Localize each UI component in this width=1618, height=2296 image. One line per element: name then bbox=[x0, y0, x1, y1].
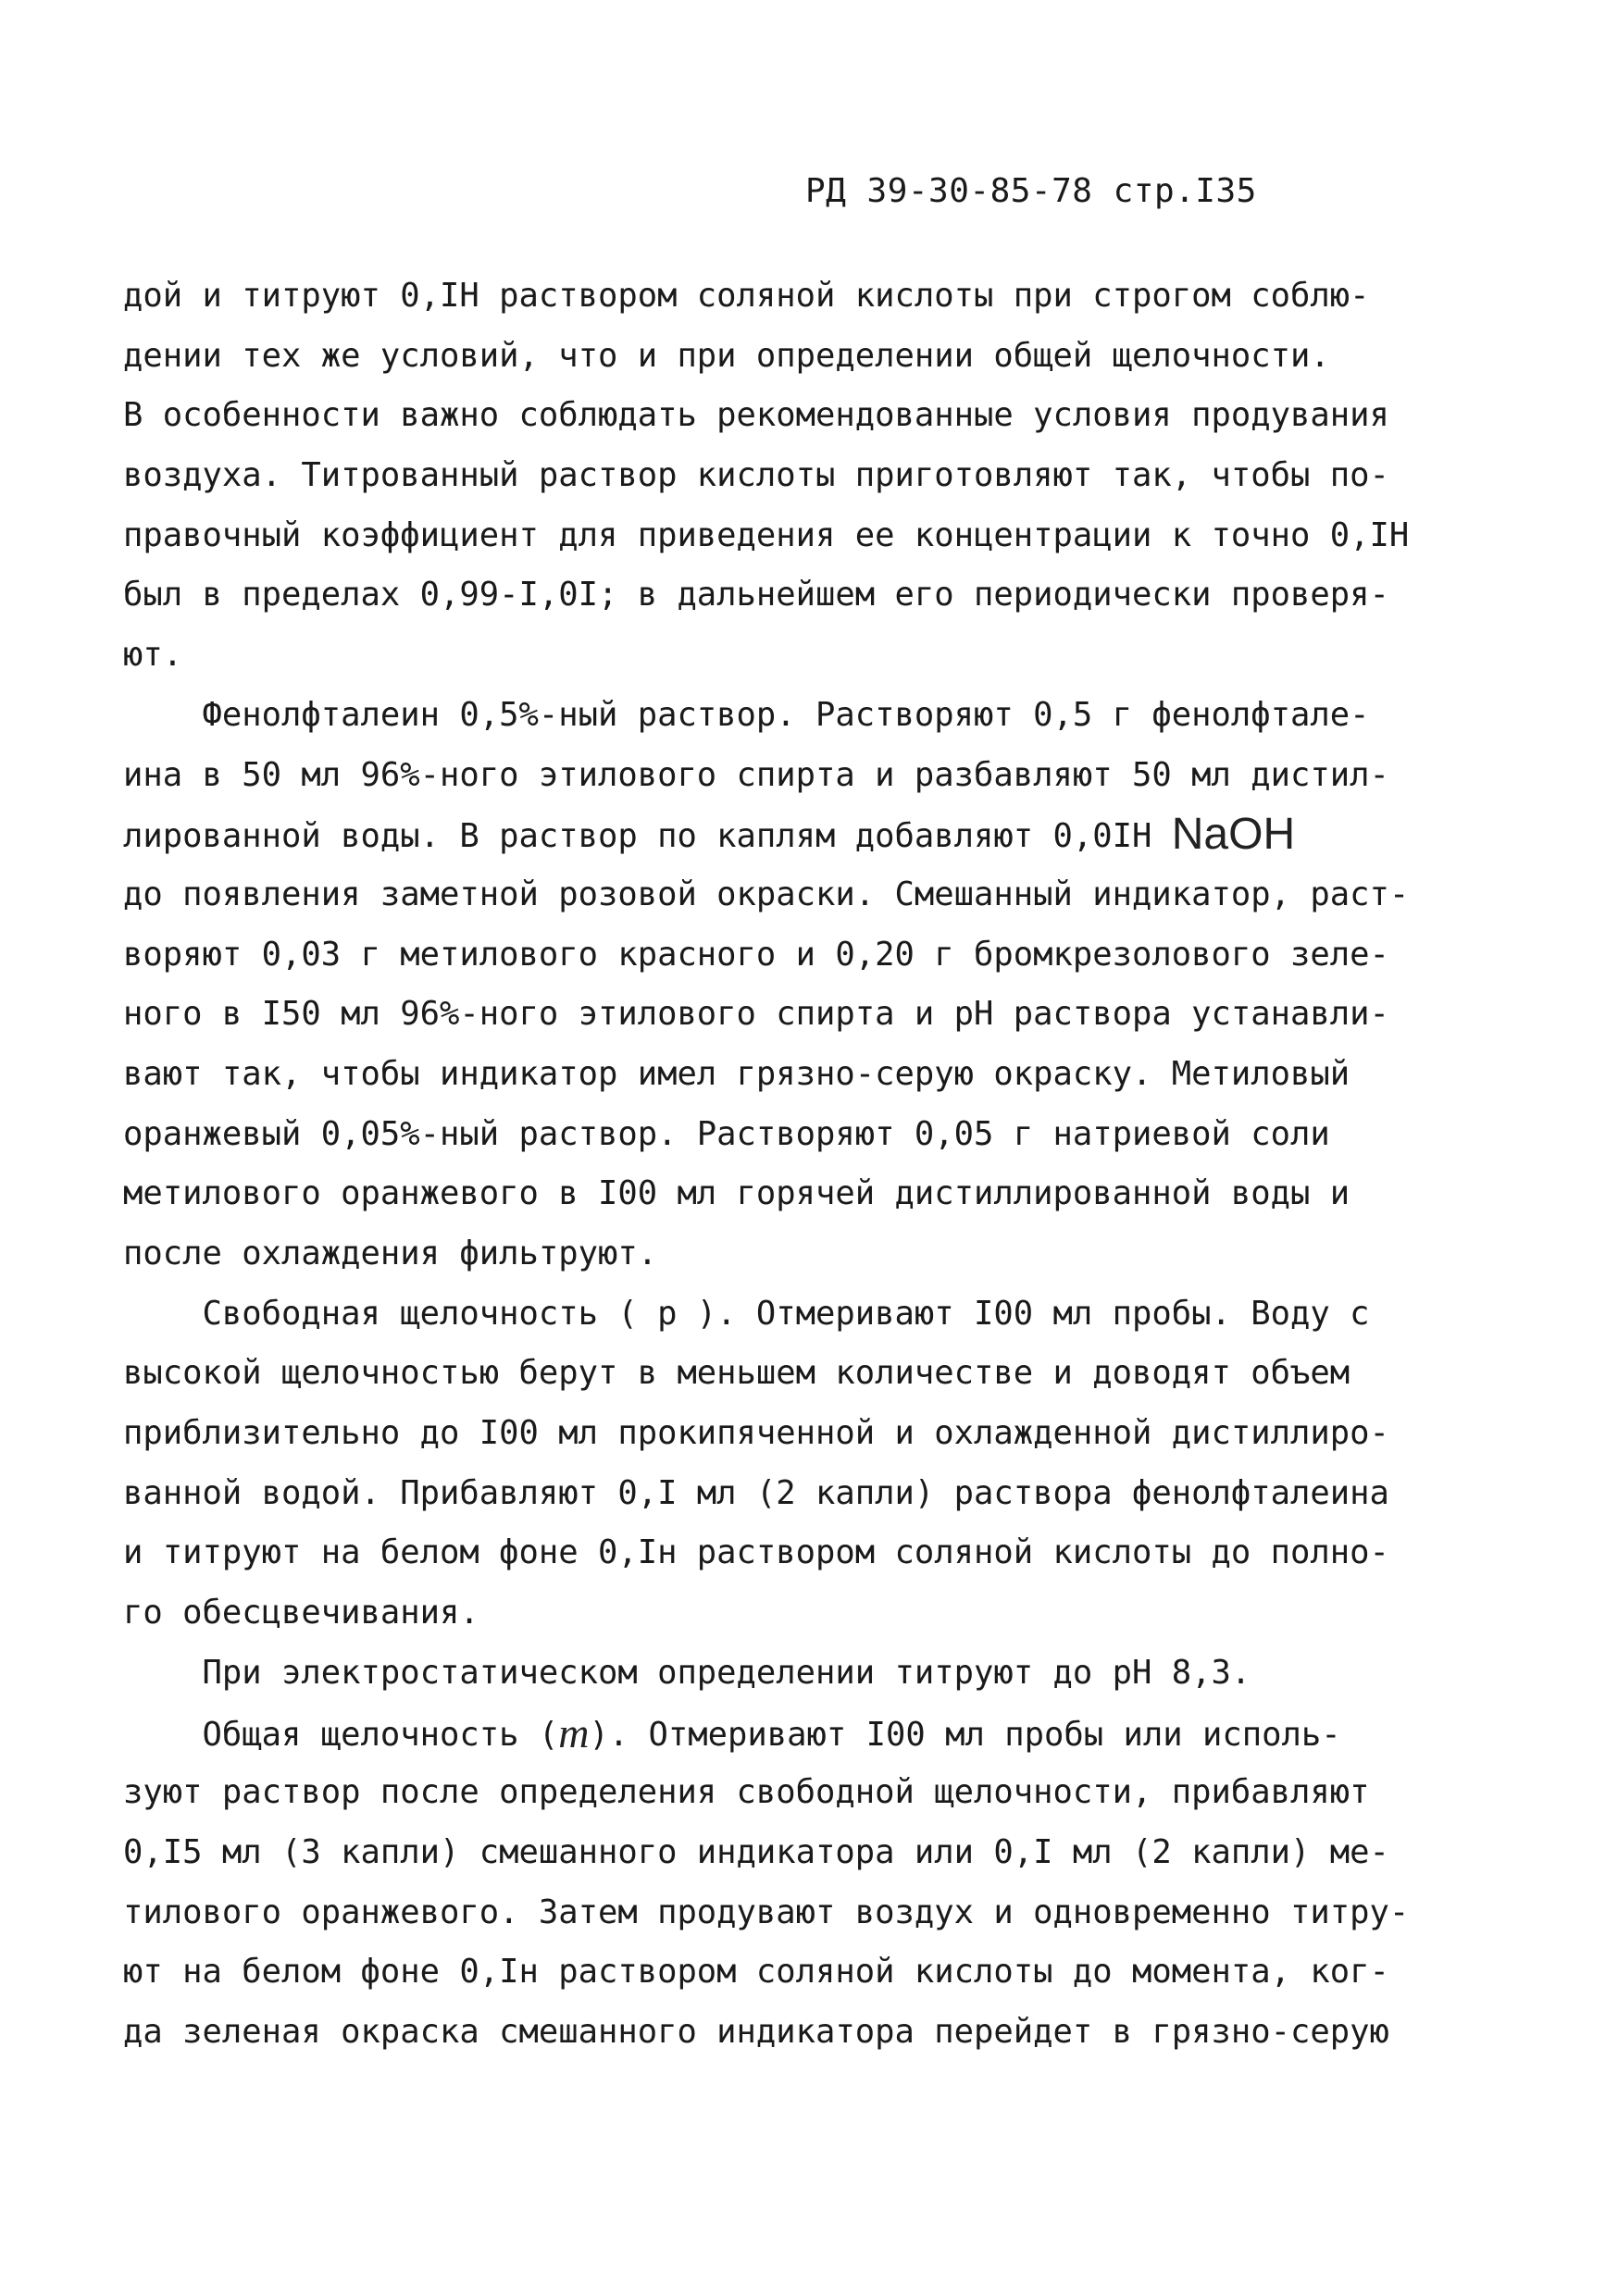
text-line: воряют 0,03 г метилового красного и 0,20 г бромкрезолового зеле- bbox=[123, 935, 1389, 974]
text-line: При электростатическом определении титруют до pH 8,3. bbox=[123, 1653, 1251, 1692]
text-line: Свободная щелочность ( р ). Отмеривают I00 мл пробы. Воду с bbox=[123, 1294, 1370, 1333]
text-line: до появления заметной розовой окраски. Смешанный индикатор, раст- bbox=[123, 875, 1410, 913]
text-line: ют. bbox=[123, 636, 183, 675]
text-segment: ). Отмеривают I00 мл пробы или исполь- bbox=[589, 1715, 1341, 1754]
document-body bbox=[123, 267, 1419, 2063]
text-segment: Общая щелочность ( bbox=[123, 1715, 559, 1754]
text-line: оранжевый 0,05%-ный раствор. Растворяют 0,05 г натриевой соли bbox=[123, 1114, 1330, 1153]
text-line: дении тех же условий, что и при определении общей щелочности. bbox=[123, 336, 1330, 375]
text-line-with-handwriting bbox=[123, 1704, 1419, 1764]
text-line: метилового оранжевого в I00 мл горячей дистиллированной воды и bbox=[123, 1174, 1350, 1213]
text-line: вают так, чтобы индикатор имел грязно-серую окраску. Метиловый bbox=[123, 1054, 1350, 1093]
text-line: В особенности важно соблюдать рекомендованные условия продувания bbox=[123, 396, 1389, 435]
text-line: высокой щелочностью берут в меньшем количестве и доводят объем bbox=[123, 1354, 1350, 1393]
text-line: дой и титруют 0,IН раствором соляной кислоты при строгом соблю- bbox=[123, 277, 1370, 315]
text-line: ного в I50 мл 96%-ного этилового спирта и pH раствора устанавли- bbox=[123, 995, 1389, 1034]
text-line: после охлаждения фильтруют. bbox=[123, 1235, 658, 1272]
text-line-with-handwriting bbox=[123, 805, 1419, 865]
text-line: 0,I5 мл (3 капли) смешанного индикатора или 0,I мл (2 капли) ме- bbox=[123, 1832, 1389, 1871]
text-line: го обесцвечивания. bbox=[123, 1594, 479, 1632]
page-header: РД 39-30-85-78 стр.I35 bbox=[805, 172, 1257, 210]
text-line: и титруют на белом фоне 0,Iн раствором соляной кислоты до полно- bbox=[123, 1533, 1389, 1572]
text-line: тилового оранжевого. Затем продувают воздух и одновременно титру- bbox=[123, 1893, 1410, 1931]
text-line: был в пределах 0,99-I,0I; в дальнейшем его периодически проверя- bbox=[123, 576, 1389, 614]
text-line: воздуха. Титрованный раствор кислоты приготовляют так, чтобы по- bbox=[123, 456, 1389, 495]
handwritten-formula: NaOH bbox=[1171, 810, 1296, 860]
text-line: зуют раствор после определения свободной щелочности, прибавляют bbox=[123, 1773, 1370, 1812]
text-line: Фенолфталеин 0,5%-ный раствор. Растворяют 0,5 г фенолфтале- bbox=[123, 695, 1370, 734]
text-line: ванной водой. Прибавляют 0,I мл (2 капли) раствора фенолфталеина bbox=[123, 1473, 1389, 1512]
text-line: да зеленая окраска смешанного индикатора перейдет в грязно-серую bbox=[123, 2012, 1389, 2051]
text-line: правочный коэффициент для приведения ее концентрации к точно 0,IН bbox=[123, 515, 1410, 554]
handwritten-symbol: m bbox=[558, 1708, 590, 1756]
text-segment: лированной воды. В раствор по каплям добавляют 0,0IН bbox=[123, 817, 1172, 856]
text-line: ют на белом фоне 0,Iн раствором соляной кислоты до момента, ког- bbox=[123, 1953, 1389, 1992]
text-line: приблизительно до I00 мл прокипяченной и охлажденной дистиллиро- bbox=[123, 1414, 1389, 1453]
text-line: ина в 50 мл 96%-ного этилового спирта и разбавляют 50 мл дистил- bbox=[123, 755, 1389, 794]
